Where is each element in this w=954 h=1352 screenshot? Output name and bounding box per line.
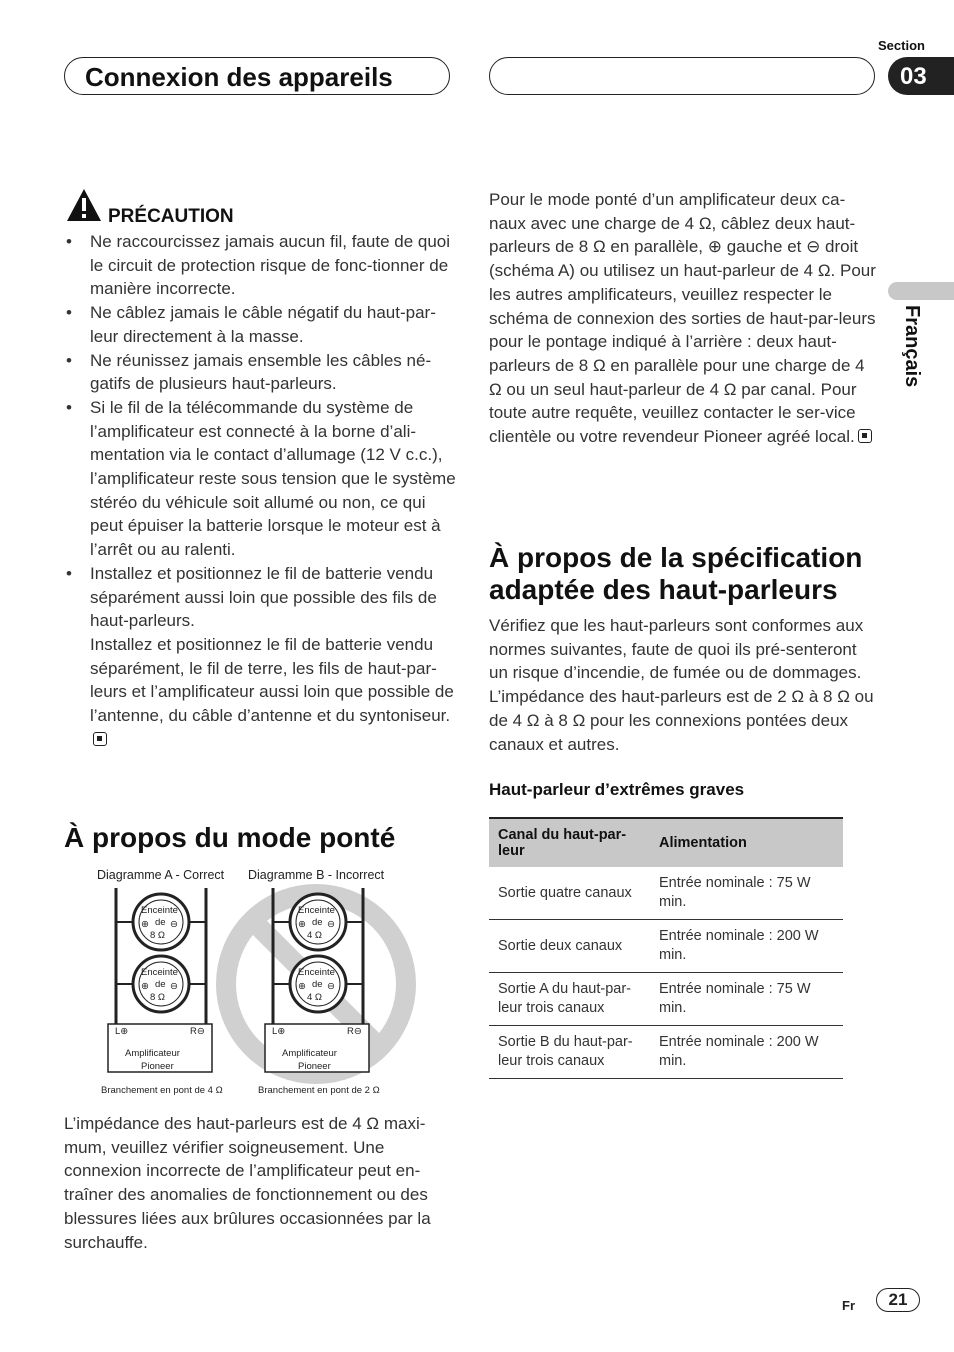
plus-icon: ⊕ (141, 919, 149, 930)
speaker-label-de: de (312, 979, 323, 990)
table-cell: Sortie B du haut-par-leur trois canaux (489, 1026, 650, 1079)
page-number: 21 (876, 1288, 920, 1312)
bridge-diagram-svg (64, 864, 456, 1100)
caution-item: • Ne raccourcissez jamais aucun fil, faute de quoi le circuit de protection risque de fonc-tionner de manière incorrecte. (64, 230, 456, 301)
table-cell: Entrée nominale : 75 W min. (650, 867, 843, 920)
caution-title: PRÉCAUTION (108, 206, 234, 227)
table-cell: Entrée nominale : 75 W min. (650, 973, 843, 1026)
header-title-pill (64, 57, 450, 95)
end-mark-icon (93, 732, 107, 746)
speaker-label-de: de (312, 917, 323, 928)
amp-label: Amplificateur (125, 1048, 180, 1059)
table-header: Canal du haut-par-leur (489, 818, 650, 867)
minus-icon: ⊖ (170, 919, 178, 930)
table-row (489, 1026, 843, 1079)
table-cell: Entrée nominale : 200 W min. (650, 920, 843, 973)
diagram-a-title: Diagramme A - Correct (97, 868, 225, 882)
table-cell: Sortie deux canaux (489, 920, 650, 973)
bridge-b-caption: Branchement en pont de 2 Ω (258, 1085, 380, 1096)
bridge-a-caption: Branchement en pont de 4 Ω (101, 1085, 223, 1096)
table-cell: Sortie A du haut-par-leur trois canaux (489, 973, 650, 1026)
table-header: Alimentation (650, 818, 843, 867)
plus-icon: ⊕ (298, 919, 306, 930)
spec-heading: À propos de la spécification adaptée des haut-parleurs (489, 542, 863, 605)
plus-icon: ⊕ (298, 981, 306, 992)
speaker-label: Enceinte (141, 905, 178, 916)
diagram-b-title: Diagramme B - Incorrect (248, 868, 385, 882)
table-cell: Sortie quatre canaux (489, 867, 650, 920)
warning-icon (66, 188, 102, 222)
plus-icon: ⊕ (141, 981, 149, 992)
amp-brand: Pioneer (141, 1061, 174, 1072)
bridge-paragraph: L’impédance des haut-parleurs est de 4 Ω maxi-mum, veuillez vérifier soigneusement. Une connexion incorrecte de l’amplificateur peut en-traîner des anomalies de fonctionnement ou des blessures liées aux brûlures occasionnées par la surchauffe. (64, 1114, 431, 1252)
table-cell: Entrée nominale : 200 W min. (650, 1026, 843, 1079)
caution-extra (64, 633, 456, 752)
speaker-label: Enceinte (141, 967, 178, 978)
speaker-label-de: de (155, 917, 166, 928)
end-mark-icon (858, 429, 872, 443)
language-tab (888, 282, 954, 300)
terminal-left: L⊕ (272, 1026, 286, 1037)
minus-icon: ⊖ (170, 981, 178, 992)
speaker-label: Enceinte (298, 905, 335, 916)
table-row (489, 973, 843, 1026)
speaker-impedance: 8 Ω (150, 992, 166, 1003)
table-header-row (489, 818, 843, 867)
speaker-impedance: 8 Ω (150, 930, 166, 941)
caution-list-container (64, 230, 456, 751)
page-title: Connexion des appareils (85, 62, 393, 92)
caution-item: • Ne réunissez jamais ensemble les câbles né-gatifs de plusieurs haut-parleurs. (64, 349, 456, 396)
subwoofer-title: Haut-parleur d’extrêmes graves (489, 780, 745, 799)
minus-icon: ⊖ (327, 981, 335, 992)
speaker-impedance: 4 Ω (307, 930, 323, 941)
bridge-diagram (64, 864, 456, 1100)
amp-brand: Pioneer (298, 1061, 331, 1072)
bridge-intro-text: Pour le mode ponté d’un amplificateur deux ca-naux avec une charge de 4 Ω, câblez deux haut-parleurs de 8 Ω en parallèle, ⊕ gauche et ⊖ droit (schéma A) ou utilisez un haut-parleur de 4 Ω. Pour les autres amplificateurs, veuillez respecter le schéma de connexion des sorties de haut-par-leurs pour le pontage indiqué à l’arrière : deux haut-parleurs de 8 Ω en parallèle pour une charge de 4 Ω ou un seul haut-parleur de 4 Ω par canal. Pour toute autre requête, veuillez contacter le ser-vice clientèle ou votre revendeur Pioneer agréé local. (489, 190, 876, 447)
terminal-left: L⊕ (115, 1026, 129, 1037)
minus-icon: ⊖ (327, 919, 335, 930)
caution-list (64, 230, 456, 633)
language-label: Français (901, 305, 923, 388)
table-row (489, 920, 843, 973)
speaker-label: Enceinte (298, 967, 335, 978)
bridge-heading: À propos du mode ponté (64, 822, 396, 853)
header-empty-pill (489, 57, 875, 95)
caution-extra-text: Installez et positionnez le fil de batterie vendu séparément, le fil de terre, les fils de haut-par-leurs et l’amplificateur aussi loin que possible de l’antenne, du câble d’antenne et du syntoniseur. (90, 634, 454, 726)
caution-item: • Ne câblez jamais le câble négatif du haut-par-leur directement à la masse. (64, 301, 456, 348)
speaker-label-de: de (155, 979, 166, 990)
amp-label: Amplificateur (282, 1048, 337, 1059)
terminal-right: R⊖ (190, 1026, 205, 1037)
section-label: Section (878, 38, 925, 53)
table-row (489, 867, 843, 920)
spec-table (489, 817, 843, 1079)
spec-paragraph: Vérifiez que les haut-parleurs sont conformes aux normes suivantes, faute de quoi ils pré-senteront un risque d’incendie, de fumée ou de dommages. L’impédance des haut-parleurs est de 2 Ω à 8 Ω ou de 4 Ω à 8 Ω pour les connexions pontées deux canaux et autres. (489, 616, 874, 754)
caution-item: • Si le fil de la télécommande du système de l’amplificateur est connecté à la borne d’ali-mentation via le contact d’allumage (12 V c.c.), l’amplificateur reste sous tension que le système stéréo du véhicule soit allumé ou non, ce qui peut épuiser la batterie lorsque le moteur est à l’arrêt ou au ralenti. (64, 396, 456, 562)
bridge-intro (489, 188, 877, 449)
caution-item: • Installez et positionnez le fil de batterie vendu séparément aussi loin que possible des fils de haut-parleurs. (64, 562, 456, 633)
caution-header (66, 188, 102, 222)
terminal-right: R⊖ (347, 1026, 362, 1037)
speaker-impedance: 4 Ω (307, 992, 323, 1003)
footer-language-code: Fr (842, 1298, 855, 1313)
section-number: 03 (888, 57, 954, 95)
